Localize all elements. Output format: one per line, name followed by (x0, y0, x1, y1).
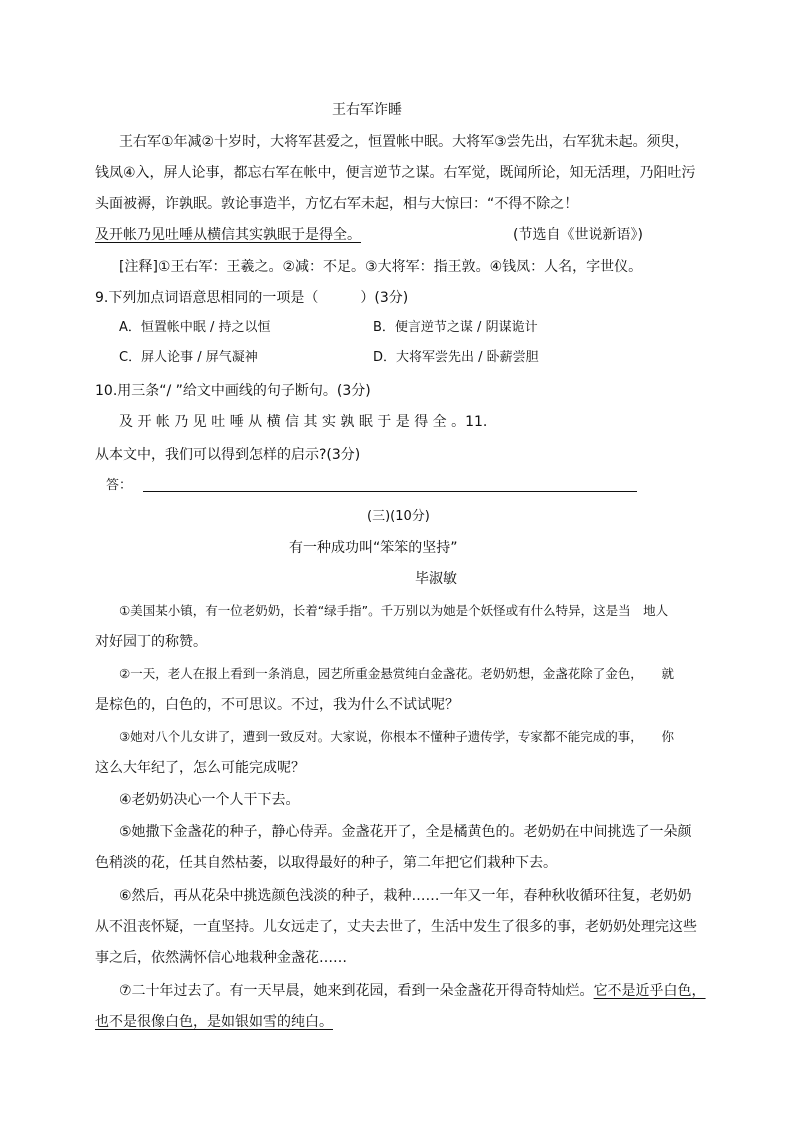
essay-line: 事之后，依然满怀信心地栽种金盏花…… (95, 950, 347, 966)
question-9-option-d: D．大将军尝先出 / 卧薪尝胆 (373, 350, 539, 365)
question-9-option-c: C．屏人论事 / 屏气凝神 (119, 350, 258, 365)
essay-line: ②一天，老人在报上看到一条消息，园艺所重金悬赏纯白金盏花。老奶奶想，金盏花除了金色， 就 (119, 666, 674, 681)
essay-line: ⑤她撒下金盏花的种子，静心侍弄。金盏花开了，全是橘黄色的。老奶奶在中间挑选了一朵颜 (119, 824, 692, 840)
passage-title: 王右军诈睡 (332, 102, 402, 118)
essay-line: 色稍淡的花，任其自然枯萎，以取得最好的种子，第二年把它们栽种下去。 (95, 855, 557, 871)
underlined-sentence: 它不是近乎白色， (593, 983, 706, 999)
annotations: [注释]①王右军：王羲之。②减：不足。③大将军：指王敦。④钱凤：人名，字世仪。 (119, 259, 643, 275)
passage-line: 钱凤④入，屏人论事，都忘右军在帐中，便言逆节之谋。右军觉，既闻所论，知无活理，乃阳吐污 (95, 165, 696, 181)
passage-line: 王右军①年减②十岁时，大将军甚爱之，恒置帐中眠。大将军③尝先出，右军犹未起。须臾， (119, 134, 689, 150)
essay-line: 这么大年纪了，怎么可能完成呢？ (95, 760, 305, 776)
underlined-sentence: 及开帐乃见吐唾从横信其实孰眠于是得全。 (95, 227, 361, 243)
section-header: (三)(10分) (367, 509, 430, 524)
essay-line: ⑥然后，再从花朵中挑选颜色浅淡的种子，栽种……一年又一年，春种秋收循环往复，老奶奶 (119, 888, 692, 904)
essay-line: 对好园丁的称赞。 (95, 634, 207, 650)
question-11-stem: 从本文中，我们可以得到怎样的启示?(3分) (95, 447, 361, 463)
essay-text: ⑦二十年过去了。有一天早晨，她来到花园，看到一朵金盏花开得奇特灿烂。 (119, 983, 594, 999)
question-9-option-b: B．便言逆节之谋 / 阴谋诡计 (373, 320, 538, 335)
essay-author: 毕淑敏 (415, 571, 457, 587)
essay-line: 是棕色的，白色的，不可思议。不过，我为什么不试试呢？ (95, 697, 459, 713)
question-9-option-a: A．恒置帐中眠 / 持之以恒 (119, 320, 271, 335)
question-10-stem: 10.用三条“/ ”给文中画线的句子断句。(3分) (95, 383, 371, 399)
underlined-sentence: 也不是很像白色，是如银如雪的纯白。 (95, 1014, 333, 1030)
answer-label: 答： (106, 478, 133, 493)
essay-title: 有一种成功叫“笨笨的坚持” (289, 540, 458, 556)
essay-line: ③她对八个儿女讲了，遭到一致反对。大家说，你根本不懂种子遗传学，专家都不能完成的事， 你 (119, 729, 674, 744)
answer-line[interactable] (143, 491, 637, 492)
essay-line: ①美国某小镇，有一位老奶奶，长着“绿手指”。千万别以为她是个妖怪或有什么特异，这是当 地人 (119, 603, 669, 618)
question-9-stem: 9.下列加点词语意思相同的一项是（ ）(3分) (95, 290, 409, 306)
question-10-sentence: 及 开 帐 乃 见 吐 唾 从 横 信 其 实 孰 眠 于 是 得 全 。11. (119, 414, 488, 430)
source-note: (节选自《世说新语》) (513, 227, 643, 243)
essay-line: ④老奶奶决心一个人干下去。 (119, 792, 300, 808)
essay-line (119, 982, 706, 1000)
essay-line: 从不沮丧怀疑，一直坚持。儿女远走了，丈夫去世了，生活中发生了很多的事，老奶奶处理完这些 (95, 919, 697, 935)
passage-line: 头面被褥，诈孰眠。敦论事造半，方忆右军未起，相与大惊曰：“不得不除之！ (95, 196, 579, 212)
